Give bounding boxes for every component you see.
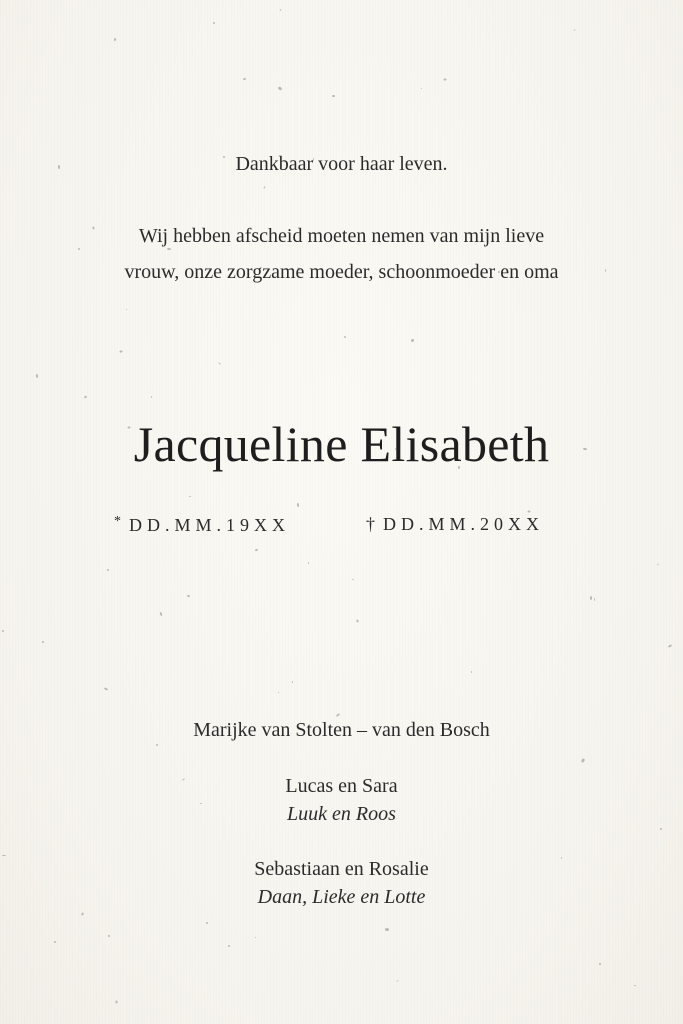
paper-speck: [119, 350, 122, 353]
family-spouse: [0, 716, 683, 744]
name-section: [0, 414, 683, 474]
paper-speck: [243, 78, 247, 81]
paper-speck: [114, 38, 117, 41]
paper-speck: [2, 630, 5, 633]
paper-speck: [84, 395, 88, 398]
paper-speck: [668, 644, 672, 648]
paper-speck: [54, 941, 57, 944]
deceased-name: Jacqueline Elisabeth: [133, 416, 550, 472]
paper-speck: [657, 563, 659, 565]
farewell-section: [0, 218, 683, 290]
spouse-name: Marijke van Stolten – van den Bosch: [193, 719, 490, 741]
paper-speck: [278, 86, 283, 91]
paper-speck: [308, 562, 310, 564]
paper-speck: [81, 912, 84, 916]
birth-date-value: DD.MM.19XX: [129, 515, 291, 535]
paper-speck: [107, 569, 109, 571]
death-date-value: DD.MM.20XX: [383, 514, 545, 534]
paper-speck: [126, 309, 127, 310]
paper-speck: [255, 549, 258, 552]
paper-speck: [213, 22, 215, 24]
death-date: [366, 514, 544, 535]
paper-speck: [228, 945, 231, 948]
paper-speck: [344, 336, 346, 338]
family-child-1: [0, 772, 683, 828]
paper-speck: [108, 935, 111, 938]
child-1-names: Lucas en Sara: [285, 775, 398, 797]
paper-speck: [159, 612, 162, 616]
paper-speck: [471, 671, 473, 673]
paper-speck: [263, 186, 265, 189]
farewell-line-2: vrouw, onze zorgzame moeder, schoonmoeder en oma: [124, 261, 559, 283]
paper-speck: [297, 503, 300, 507]
paper-speck: [590, 596, 592, 600]
paper-speck: [156, 744, 158, 746]
paper-speck: [660, 828, 663, 831]
thanks-line: Dankbaar voor haar leven.: [235, 153, 448, 175]
child-2-names: Sebastiaan en Rosalie: [254, 858, 429, 880]
birth-date: [114, 514, 290, 536]
paper-speck: [218, 362, 221, 365]
paper-speck: [206, 922, 209, 925]
paper-speck: [42, 641, 45, 644]
paper-speck: [421, 88, 422, 89]
paper-speck: [279, 9, 281, 11]
paper-speck: [115, 1000, 117, 1003]
paper-speck: [151, 396, 152, 398]
paper-speck: [278, 692, 279, 693]
family-child-2: [0, 855, 683, 911]
dates-row: [0, 514, 683, 544]
paper-speck: [36, 374, 38, 378]
paper-speck: [573, 29, 575, 30]
paper-speck: [527, 510, 530, 512]
paper-speck: [385, 928, 389, 931]
paper-speck: [292, 681, 293, 683]
farewell-line-1: Wij hebben afscheid moeten nemen van mijn lieve: [138, 225, 545, 247]
paper-speck: [352, 578, 354, 580]
paper-speck: [444, 79, 447, 81]
paper-speck: [581, 758, 585, 763]
grandchildren-1-names: Luuk en Roos: [287, 803, 396, 825]
paper-speck: [410, 338, 414, 342]
paper-speck: [634, 985, 636, 987]
paper-speck: [356, 619, 359, 623]
cross-icon: †: [366, 514, 375, 534]
paper-speck: [255, 937, 256, 938]
paper-speck: [599, 963, 602, 966]
paper-speck: [187, 594, 191, 597]
grandchildren-2-names: Daan, Lieke en Lotte: [257, 886, 426, 908]
paper-speck: [396, 980, 398, 982]
paper-speck: [332, 95, 335, 97]
paper-speck: [594, 598, 596, 601]
intro-section: [0, 146, 683, 182]
paper-speck: [104, 687, 108, 691]
paper-speck: [189, 496, 191, 497]
star-icon: *: [114, 514, 121, 529]
